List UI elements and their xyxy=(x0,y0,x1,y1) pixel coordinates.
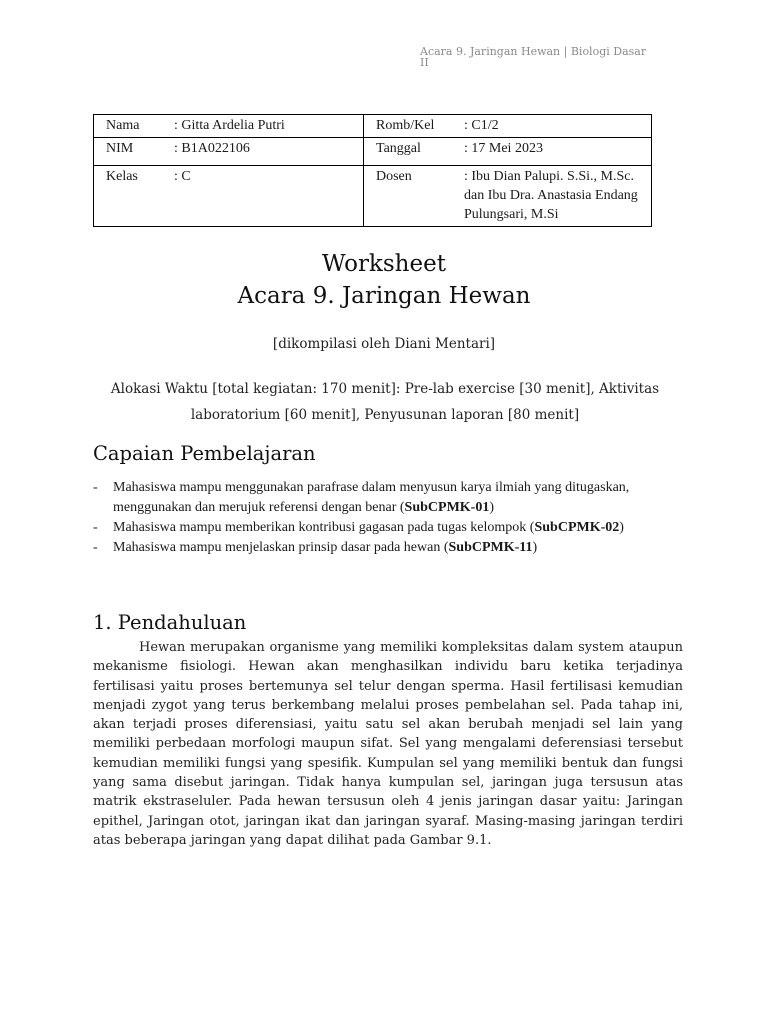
outcome-code: SubCPMK-02 xyxy=(534,520,620,535)
running-header: Acara 9. Jaringan Hewan | Biologi Dasar II xyxy=(420,45,647,69)
section-heading-pendahuluan: 1. Pendahuluan xyxy=(93,611,247,634)
outcome-text: Mahasiswa mampu menjelaskan prinsip dasar pada hewan ( xyxy=(113,540,449,555)
table-row xyxy=(94,115,652,138)
table-cell xyxy=(94,138,364,166)
title-line-2: Acara 9. Jaringan Hewan xyxy=(237,283,531,309)
outcome-code: SubCPMK-11 xyxy=(448,540,533,555)
section-heading-capaian: Capaian Pembelajaran xyxy=(93,442,316,465)
field-value: : Gitta Ardelia Putri xyxy=(174,118,285,133)
outcome-code: SubCPMK-01 xyxy=(404,500,490,515)
page-title xyxy=(0,248,768,312)
table-cell xyxy=(364,166,652,227)
field-value: : B1A022106 xyxy=(174,141,250,156)
field-value: : 17 Mei 2023 xyxy=(464,141,543,156)
table-cell xyxy=(364,115,652,138)
intro-paragraph: Hewan merupakan organisme yang memiliki kompleksitas dalam system ataupun mekanisme fisiologi. Hewan akan menghasilkan individu baru ketika terjadinya fertilisasi yaitu proses bertemunya sel telur dengan sperma. Hasil fertilisasi kemudian menjadi zygot yang terus berkembang melalui proses pembelahan sel. Pada tahap ini, akan terjadi proses diferensiasi, yaitu satu sel akan berubah menjadi sel lain yang memiliki perbedaan morfologi maupun sifat. Sel yang mengalami deferensiasi tersebut kemudian memiliki fungsi yang spesifik. Kumpulan sel yang memiliki bentuk dan fungsi yang sama disebut jaringan. Tidak hanya kumpulan sel, jaringan juga tersusun atas matrik ekstraseluler. Pada hewan tersusun oleh 4 jenis jaringan dasar yaitu: Jaringan epithel, Jaringan otot, jaringan ikat dan jaringan syaraf. Masing-masing jaringan terdiri atas beberapa jaringan yang dapat dilihat pada Gambar 9.1. xyxy=(93,640,683,848)
title-line-1: Worksheet xyxy=(322,251,446,277)
list-item xyxy=(93,518,693,538)
table-row xyxy=(94,166,652,227)
field-label: Dosen xyxy=(376,169,412,184)
compiled-by-note: [dikompilasi oleh Diani Mentari] xyxy=(272,336,496,352)
list-item-text xyxy=(113,518,624,538)
bullet-dash: - xyxy=(93,540,98,555)
table-cell xyxy=(94,115,364,138)
field-value: : C1/2 xyxy=(464,118,499,133)
field-value: : C xyxy=(174,169,191,184)
field-label: Kelas xyxy=(106,169,138,184)
bullet-dash: - xyxy=(93,480,98,495)
learning-outcomes-list xyxy=(93,478,693,558)
bullet-dash: - xyxy=(93,520,98,535)
field-value: : Ibu Dian Palupi. S.Si., M.Sc. dan Ibu Dra. Anastasia Endang Pulungsari, M.Si xyxy=(464,169,638,222)
time-allocation: Alokasi Waktu [total kegiatan: 170 menit]: Pre-lab exercise [30 menit], Aktivitas laboratorium [60 menit], Penyusunan laporan [80 menit] xyxy=(110,381,660,423)
field-label: Romb/Kel xyxy=(376,118,435,133)
list-item-text xyxy=(113,538,537,558)
list-item xyxy=(93,538,693,558)
list-item xyxy=(93,478,693,518)
outcome-text: Mahasiswa mampu memberikan kontribusi gagasan pada tugas kelompok ( xyxy=(113,520,535,535)
list-item-text xyxy=(113,478,693,518)
table-cell xyxy=(94,166,364,227)
outcome-text: Mahasiswa mampu menggunakan parafrase dalam menyusun karya ilmiah yang ditugaskan, menggunakan dan merujuk referensi dengan benar ( xyxy=(113,480,630,515)
field-label: Nama xyxy=(106,118,140,133)
table-row xyxy=(94,138,652,166)
field-label: Tanggal xyxy=(376,141,421,156)
student-info-table xyxy=(93,114,652,227)
table-cell xyxy=(364,138,652,166)
outcome-close: ) xyxy=(489,500,495,515)
outcome-close: ) xyxy=(532,540,538,555)
outcome-close: ) xyxy=(619,520,624,535)
field-label: NIM xyxy=(106,141,134,156)
